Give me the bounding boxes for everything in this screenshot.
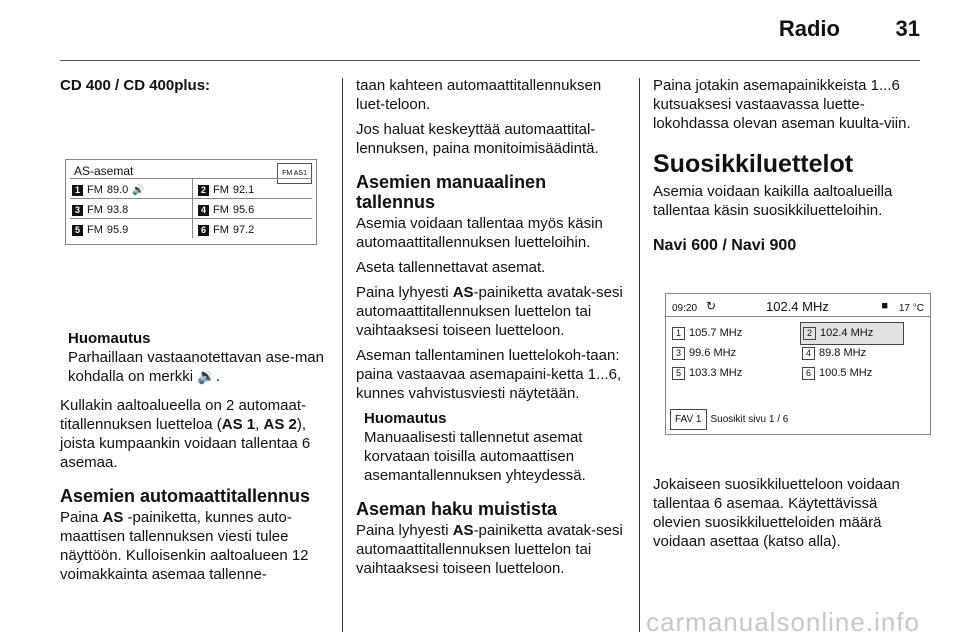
screen-title: AS-asemat (74, 164, 134, 178)
column-2 (356, 76, 628, 584)
column-divider-1 (342, 78, 343, 632)
paragraph: Paina AS -painiketta, kunnes auto-maattisen tallennuksen viesti tulee näyttöön. Kulloisenkin aaltoalueen 12 voimakkainta asemaa tallenne- (60, 509, 309, 583)
temperature: 17 °C (898, 303, 924, 314)
current-frequency: 102.4 MHz (766, 299, 829, 314)
fav-station-5: 5 103.3 MHz (672, 364, 742, 383)
paragraph: taan kahteen automaattitallennuksen luet-teloon. (356, 77, 602, 113)
favourites-screen (665, 293, 931, 435)
phone-icon: ■ (881, 300, 888, 312)
heading-auto-store: Asemien automaattitallennus (60, 486, 311, 506)
column-1 (60, 76, 330, 590)
paragraph: Jokaiseen suosikkiluetteloon voidaan tallentaa 6 asemaa. Käytettävissä olevien suosikkiluetteloiden määrä voidaan asettaa (katso alla). (653, 476, 900, 550)
station-4: 4 FM 95.6 (198, 201, 254, 220)
as-stations-screen (65, 159, 317, 245)
station-6: 6 FM 97.2 (198, 221, 254, 240)
page-number: 31 (895, 16, 920, 41)
band-tag: FM AS1 (277, 163, 312, 184)
station-5: 5 FM 95.9 (72, 221, 128, 240)
paragraph: Kullakin aaltoalueella on 2 automaat-titallennuksen luetteloa (AS 1, AS 2), joista kumpaankin voidaan tallentaa 6 asemaa. (60, 397, 311, 471)
station-1: 1 FM 89.0 🔊 (72, 181, 145, 200)
heading-favourites: Suosikkiluettelot (653, 150, 854, 178)
fav-station-1: 1 105.7 MHz (672, 324, 742, 343)
header-rule (60, 60, 920, 61)
note-box (364, 409, 628, 485)
paragraph: Asemia voidaan tallentaa myös käsin automaattitallennuksen luetteloihin. (356, 215, 603, 251)
station-row (70, 218, 312, 237)
heading-navi: Navi 600 / Navi 900 (653, 237, 797, 254)
paragraph: Paina jotakin asemapainikkeista 1...6 kutsuaksesi vastaavassa luette-lokohdassa olevan aseman kuulta-viin. (653, 77, 911, 132)
speaker-icon: 🔉 (197, 368, 216, 385)
fav-station-4: 4 89.8 MHz (802, 344, 866, 363)
section-heading-cd400: CD 400 / CD 400plus: (60, 77, 211, 94)
fav-station-2-selected: 2 102.4 MHz (800, 322, 904, 345)
station-row (70, 198, 312, 217)
station-3: 3 FM 93.8 (72, 201, 128, 220)
fav-station-3: 3 99.6 MHz (672, 344, 736, 363)
note-text: Parhaillaan vastaanotettavan ase-man kohdalla on merkki 🔉. (68, 349, 324, 385)
column-divider-2 (639, 78, 640, 632)
paragraph: Jos haluat keskeyttää automaattital-lennuksen, paina monitoimisäädintä. (356, 121, 599, 157)
fav-station-6: 6 100.5 MHz (802, 364, 872, 383)
station-row (70, 178, 312, 197)
fav-page-bar (670, 409, 788, 430)
note-text: Manuaalisesti tallennetut asemat korvataan toisilla automaattisen asemantallennuksen yhteydessä. (364, 429, 586, 484)
heading-manual-store: Asemien manuaalinen tallennus (356, 172, 547, 212)
heading-recall: Aseman haku muistista (356, 499, 558, 519)
column-3 (653, 76, 925, 557)
note-box (68, 329, 330, 386)
clock: 09:20 (672, 303, 698, 314)
station-2: 2 FM 92.1 (198, 181, 254, 200)
radio-screen-image-navi (653, 263, 925, 461)
note-title: Huomautus (68, 330, 151, 347)
page-section-title: Radio (778, 16, 840, 41)
refresh-icon: ↻ (706, 299, 717, 313)
watermark: carmanualsonline.info (646, 607, 920, 637)
paragraph: Aseta tallennettavat asemat. (356, 259, 546, 276)
paragraph: Paina lyhyesti AS-painiketta avatak-sesi automaattitallennuksen luettelon tai vaihtaaksesi toiseen luetteloon. (356, 522, 623, 577)
note-title: Huomautus (364, 410, 447, 427)
radio-screen-image-cd400 (60, 103, 322, 313)
fav-page-text: Suosikit sivu 1 / 6 (710, 414, 789, 425)
fav-button: FAV 1 (670, 409, 707, 430)
paragraph: Asemia voidaan kaikilla aaltoalueilla tallentaa käsin suosikkiluetteloihin. (653, 183, 893, 219)
screen-status-bar (666, 294, 930, 317)
paragraph: Paina lyhyesti AS-painiketta avatak-sesi automaattitallennuksen luettelon tai vaihtaaksesi toiseen luetteloon. (356, 284, 623, 339)
speaker-icon: 🔊 (132, 185, 145, 196)
paragraph: Aseman tallentaminen luettelokoh-taan: paina vastaavaa asemapaini-ketta 1...6, kunnes vahvistusviesti näytetään. (356, 347, 622, 402)
